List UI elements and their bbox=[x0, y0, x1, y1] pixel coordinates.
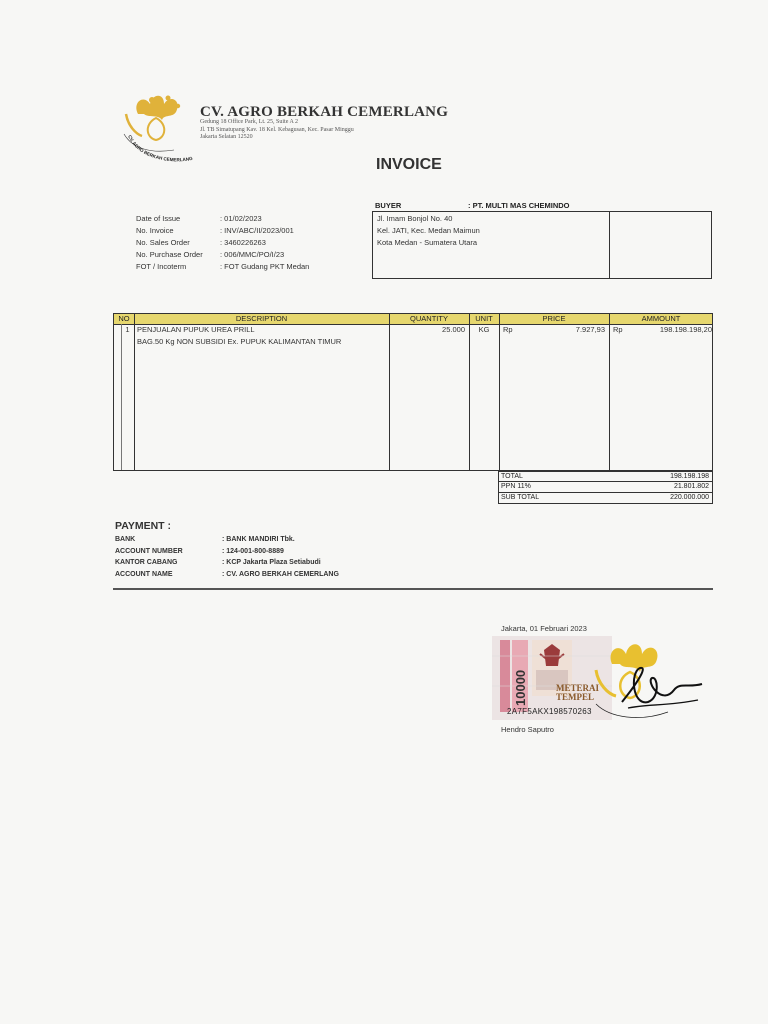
item-no: 1 bbox=[125, 325, 130, 334]
ppn-row bbox=[498, 482, 713, 493]
column-divider bbox=[609, 324, 610, 470]
item-quantity: 25.000 bbox=[442, 325, 465, 334]
column-divider bbox=[499, 324, 500, 470]
total-row bbox=[498, 471, 713, 482]
item-unit: KG bbox=[478, 325, 490, 334]
item-description-line: PENJUALAN PUPUK UREA PRILL bbox=[137, 325, 255, 334]
payment-values bbox=[222, 534, 339, 580]
company-address-line: Jakarta Selatan 12520 bbox=[200, 134, 253, 141]
buyer-box-divider bbox=[609, 212, 610, 278]
company-name: CV. AGRO BERKAH CEMERLANG bbox=[200, 104, 449, 120]
payment-labels bbox=[115, 534, 183, 580]
column-divider bbox=[389, 324, 390, 470]
header-unit: UNIT bbox=[475, 314, 493, 323]
header-price: PRICE bbox=[542, 314, 566, 323]
header-quantity: QUANTITY bbox=[410, 314, 448, 323]
column-divider bbox=[469, 314, 470, 324]
item-price-currency: Rp bbox=[503, 325, 513, 334]
section-divider bbox=[113, 588, 713, 590]
info-label: No. Sales Order bbox=[136, 238, 190, 247]
buyer-box bbox=[372, 211, 712, 279]
buyer-name: : PT. MULTI MAS CHEMINDO bbox=[468, 201, 570, 210]
payment-label: KANTOR CABANG bbox=[115, 559, 178, 566]
invoice-info-labels bbox=[136, 213, 203, 273]
info-value: : FOT Gudang PKT Medan bbox=[220, 262, 310, 271]
company-address bbox=[200, 119, 354, 142]
invoice-info-values bbox=[220, 213, 309, 273]
stamp-value: 10000 bbox=[513, 669, 528, 706]
buyer-address-line: Kota Medan - Sumatera Utara bbox=[377, 238, 478, 247]
column-divider bbox=[499, 314, 500, 324]
column-divider bbox=[134, 314, 135, 324]
total-value: 198.198.198 bbox=[670, 473, 709, 480]
ppn-value: 21.801.802 bbox=[673, 483, 709, 490]
column-divider bbox=[469, 324, 470, 470]
signature-place-date: Jakarta, 01 Februari 2023 bbox=[501, 624, 587, 633]
subtotal-value: 220.000.000 bbox=[670, 494, 709, 501]
info-value: : 3460226263 bbox=[220, 238, 266, 247]
buyer-address-line: Kel. JATI, Kec. Medan Maimun bbox=[377, 226, 480, 235]
item-amount-currency: Rp bbox=[613, 325, 623, 334]
info-label: No. Invoice bbox=[136, 226, 174, 235]
payment-value: : 124-001-800-8889 bbox=[222, 547, 284, 555]
column-divider bbox=[134, 324, 135, 470]
payment-title: PAYMENT : bbox=[115, 520, 172, 532]
info-value: : 006/MMC/PO/I/23 bbox=[220, 250, 285, 259]
signatory-name: Hendro Saputro bbox=[501, 725, 554, 734]
column-divider bbox=[609, 314, 610, 324]
signature-icon bbox=[618, 662, 704, 714]
buyer-label: BUYER bbox=[375, 201, 402, 210]
total-label: TOTAL bbox=[501, 473, 523, 480]
payment-value: : CV. AGRO BERKAH CEMERLANG bbox=[222, 570, 339, 578]
header-description: DESCRIPTION bbox=[235, 314, 288, 323]
payment-value: : BANK MANDIRI Tbk. bbox=[222, 536, 295, 543]
logo-ring-label: CV. AGRO BERKAH CEMERLANG bbox=[127, 134, 193, 163]
subtotal-label: SUB TOTAL bbox=[501, 494, 540, 501]
info-label: No. Purchase Order bbox=[136, 250, 203, 259]
item-price: 7.927,93 bbox=[575, 325, 605, 334]
info-label: Date of Issue bbox=[136, 214, 181, 223]
ppn-label: PPN 11% bbox=[501, 483, 531, 490]
info-label: FOT / Incoterm bbox=[136, 262, 187, 271]
info-value: : 01/02/2023 bbox=[220, 214, 262, 223]
stamp-word: METERAI TEMPEL bbox=[556, 683, 600, 702]
logo-ring-text bbox=[124, 130, 204, 170]
info-value: : INV/ABC/II/2023/001 bbox=[220, 226, 294, 235]
totals-table bbox=[498, 471, 713, 504]
svg-text:CV. AGRO BERKAH CEMERLANG bbox=[127, 134, 193, 162]
column-divider bbox=[389, 314, 390, 324]
buyer-address bbox=[377, 213, 480, 249]
subtotal-row bbox=[498, 493, 713, 504]
company-address-line: Jl. TB Simatupang Kav. 18 Kel. Kebagusan, Kec. Pasar Minggu bbox=[200, 126, 354, 133]
item-amount: 198.198.198,20 bbox=[659, 325, 712, 334]
item-description-line: BAG.50 Kg NON SUBSIDI Ex. PUPUK KALIMANTAN TIMUR bbox=[137, 337, 342, 346]
buyer-address-line: Jl. Imam Bonjol No. 40 bbox=[377, 214, 453, 223]
row-margin-line bbox=[121, 324, 122, 470]
payment-label: ACCOUNT NAME bbox=[115, 570, 173, 578]
invoice-title: INVOICE bbox=[376, 156, 442, 173]
payment-label: BANK bbox=[115, 536, 136, 543]
payment-label: ACCOUNT NUMBER bbox=[115, 547, 183, 555]
company-address-line: Gedung 18 Office Park, Lt. 25, Suite A 2 bbox=[200, 119, 299, 125]
header-amount: AMMOUNT bbox=[641, 314, 681, 323]
header-no: NO bbox=[118, 314, 130, 323]
stamp-serial: 2A7F5AKX198570263 bbox=[507, 707, 592, 716]
payment-value: : KCP Jakarta Plaza Setiabudi bbox=[222, 559, 321, 566]
items-table-body bbox=[113, 324, 713, 471]
